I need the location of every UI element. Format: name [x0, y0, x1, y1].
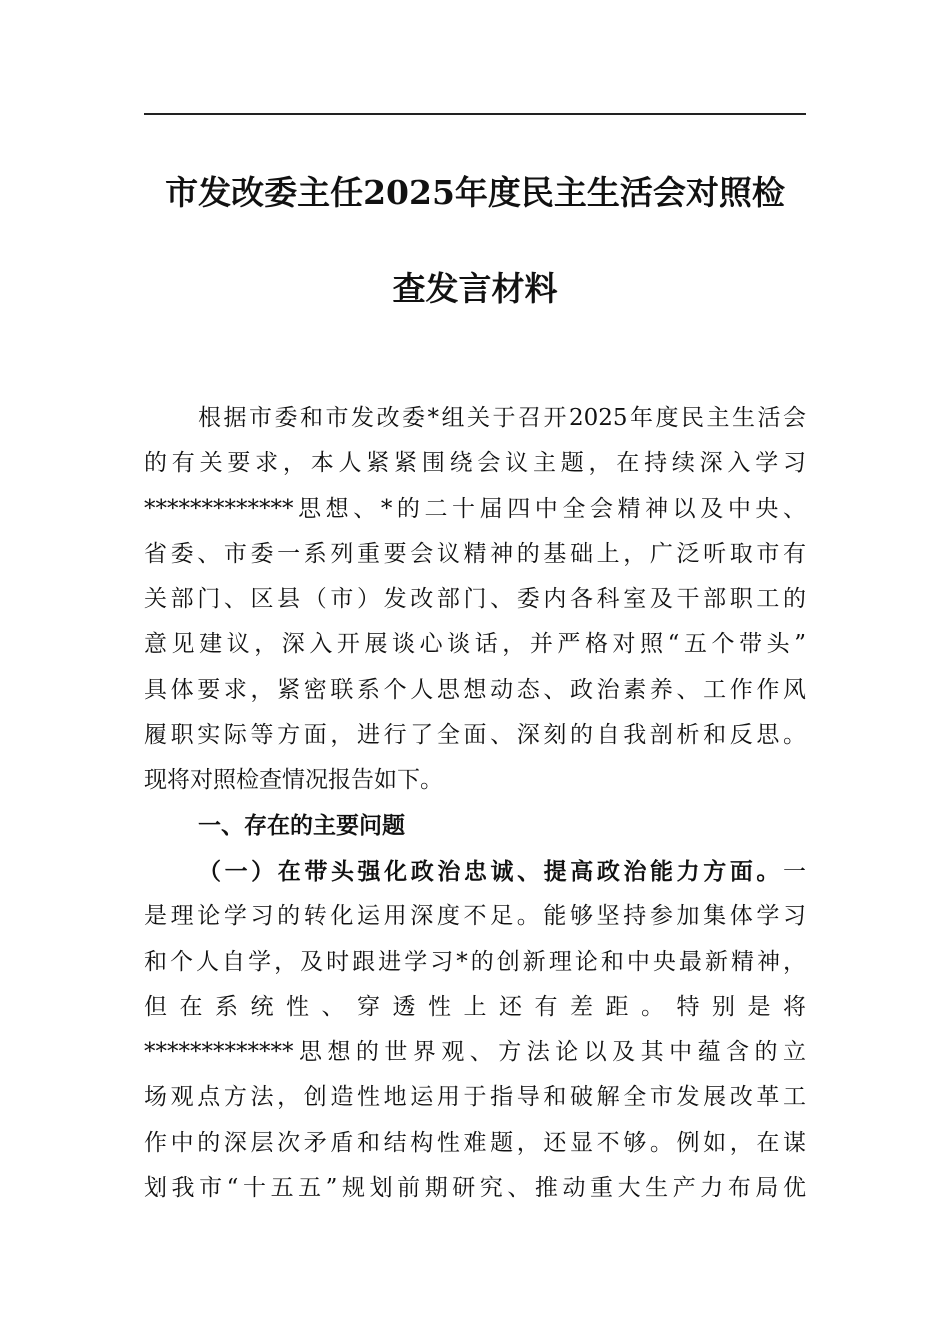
- paragraph-1-line-4: 省委、市委一系列重要会议精神的基础上，广泛听取市有: [144, 540, 806, 567]
- paragraph-2-line-3: 但在系统性、穿透性上还有差距。特别是将: [144, 993, 806, 1020]
- paragraph-2-line-1: 是理论学习的转化运用深度不足。能够坚持参加集体学习: [144, 903, 806, 930]
- subsection-1-line-1: [144, 849, 806, 894]
- header-rule: [144, 113, 806, 115]
- paragraph-2-line-6: 作中的深层次矛盾和结构性难题，还显不够。例如，在谋: [144, 1129, 806, 1156]
- paragraph-1-line-7: 具体要求，紧密联系个人思想动态、政治素养、工作作风: [144, 676, 806, 703]
- paragraph-2-line-4: *************思想的世界观、方法论以及其中蕴含的立: [144, 1039, 806, 1066]
- subsection-1-title: （一）在带头强化政治忠诚、提高政治能力方面。: [198, 857, 783, 885]
- paragraph-1-line-1: 根据市委和市发改委*组关于召开2025年度民主生活会: [198, 405, 806, 431]
- title-line-1: 市发改委主任2025年度民主生活会对照检: [165, 173, 785, 212]
- paragraph-1-line-8: 履职实际等方面，进行了全面、深刻的自我剖析和反思。: [144, 722, 806, 749]
- paragraph-2-line-7: 划我市“十五五”规划前期研究、推动重大生产力布局优: [144, 1175, 806, 1202]
- paragraph-1-line-5: 关部门、区县（市）发改部门、委内各科室及干部职工的: [144, 586, 806, 613]
- subsection-1-lead: 一: [783, 858, 806, 885]
- title-line-2: 查发言材料: [392, 269, 558, 308]
- document-body: [144, 396, 806, 1211]
- paragraph-1-line-9: 现将对照检查情况报告如下。: [144, 767, 443, 794]
- paragraph-1-line-6: 意见建议，深入开展谈心谈话，并严格对照“五个带头”: [144, 631, 806, 658]
- paragraph-1-line-3: *************思想、*的二十届四中全会精神以及中央、: [144, 495, 806, 522]
- document-title: [144, 165, 806, 357]
- section-heading-1: 一、存在的主要问题: [198, 812, 405, 839]
- paragraph-2-line-2: 和个人自学，及时跟进学习*的创新理论和中央最新精神，: [144, 948, 806, 975]
- paragraph-2-line-5: 场观点方法，创造性地运用于指导和破解全市发展改革工: [144, 1084, 806, 1111]
- paragraph-1-line-2: 的有关要求，本人紧紧围绕会议主题，在持续深入学习: [144, 450, 806, 477]
